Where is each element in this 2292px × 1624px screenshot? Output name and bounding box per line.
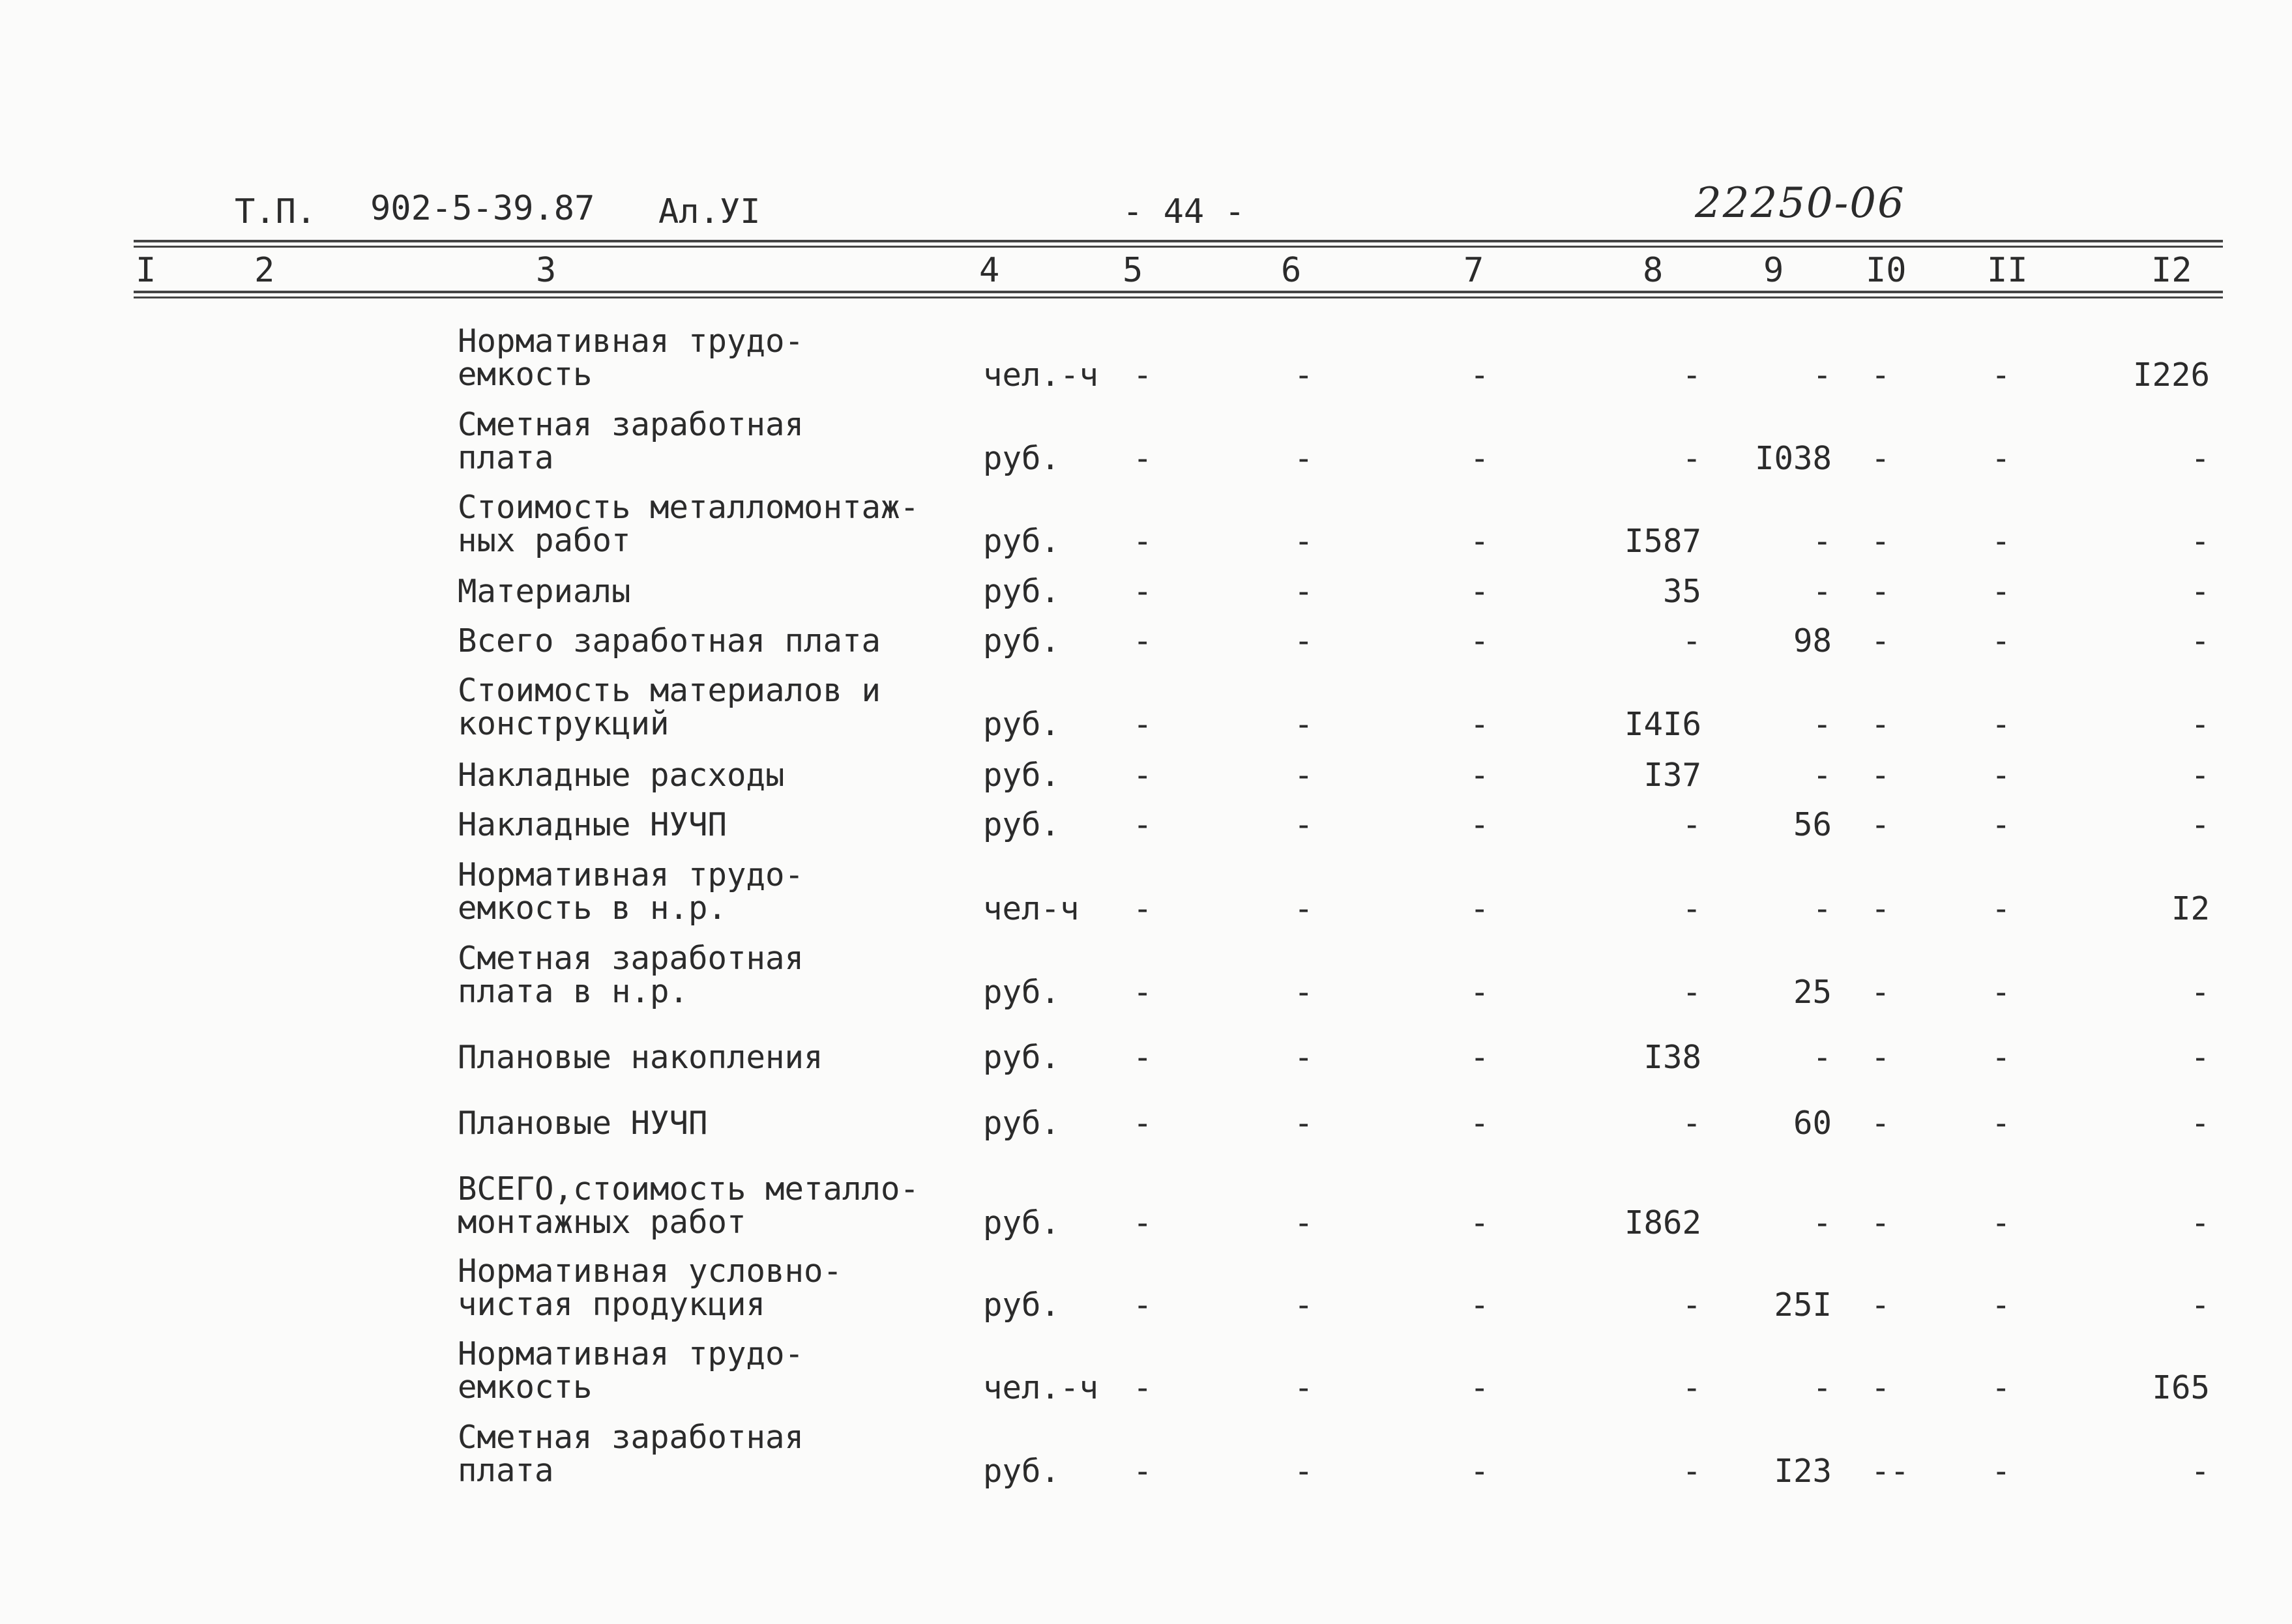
cell-col12: - xyxy=(2190,622,2210,660)
cell-col8: I587 xyxy=(1624,523,1701,560)
cell-col6: - xyxy=(1294,890,1314,927)
cell-col11: - xyxy=(1991,974,2011,1011)
cell-col12: I65 xyxy=(2152,1369,2210,1406)
cell-col11: - xyxy=(1991,573,2011,610)
cell-col10: - xyxy=(1871,806,1890,843)
cell-col11: - xyxy=(1991,622,2011,660)
cell-col12: - xyxy=(2190,1039,2210,1076)
column-number-2: 2 xyxy=(254,251,275,290)
cell-col7: - xyxy=(1470,523,1490,560)
cell-col5: - xyxy=(1133,806,1153,843)
cell-col7: - xyxy=(1470,622,1490,660)
column-number-12: I2 xyxy=(2151,251,2192,290)
row-name: Стоимость материалов и конструкций xyxy=(458,672,881,742)
cell-col7: - xyxy=(1470,1453,1490,1490)
column-number-11: II xyxy=(1987,251,2028,290)
cell-col7: - xyxy=(1470,573,1490,610)
cell-col12: - xyxy=(2190,440,2210,477)
cell-col9: - xyxy=(1812,1369,1832,1406)
row-unit: руб. xyxy=(983,622,1061,660)
cell-col6: - xyxy=(1294,1453,1314,1490)
cell-col8: - xyxy=(1682,1453,1701,1490)
cell-col12: - xyxy=(2190,523,2210,560)
bottom-rule-2 xyxy=(134,297,2223,298)
cell-col8: - xyxy=(1682,1105,1701,1142)
cell-col12: - xyxy=(2190,573,2210,610)
cell-col5: - xyxy=(1133,1286,1153,1324)
cell-col9: 25 xyxy=(1793,974,1832,1011)
cell-col5: - xyxy=(1133,622,1153,660)
row-unit: руб. xyxy=(983,806,1061,843)
cell-col6: - xyxy=(1294,1286,1314,1324)
cell-col9: - xyxy=(1812,890,1832,927)
cell-col12: I2 xyxy=(2171,890,2210,927)
cell-col5: - xyxy=(1133,1369,1153,1406)
cell-col9: - xyxy=(1812,757,1832,794)
cell-col10: - xyxy=(1871,1369,1890,1406)
row-unit: чел.-ч xyxy=(983,1369,1099,1406)
column-number-10: I0 xyxy=(1866,251,1907,290)
cell-col11: - xyxy=(1991,1105,2011,1142)
row-name: ВСЕГО,стоимость металло- монтажных работ xyxy=(458,1170,920,1241)
cell-col10: -- xyxy=(1871,1453,1910,1490)
column-number-1: I xyxy=(136,251,156,290)
cell-col9: - xyxy=(1812,706,1832,743)
cell-col5: - xyxy=(1133,440,1153,477)
cell-col6: - xyxy=(1294,356,1314,394)
row-name: Нормативная трудо- емкость xyxy=(458,323,804,393)
cell-col11: - xyxy=(1991,1453,2011,1490)
row-name: Сметная заработная плата xyxy=(458,1419,804,1489)
cell-col6: - xyxy=(1294,706,1314,743)
cell-col9: I23 xyxy=(1774,1453,1832,1490)
row-name: Сметная заработная плата в н.р. xyxy=(458,940,804,1010)
cell-col6: - xyxy=(1294,974,1314,1011)
cell-col12: - xyxy=(2190,1204,2210,1241)
cell-col7: - xyxy=(1470,1286,1490,1324)
cell-col11: - xyxy=(1991,890,2011,927)
cell-col10: - xyxy=(1871,1105,1890,1142)
row-unit: руб. xyxy=(983,1105,1061,1142)
cell-col8: - xyxy=(1682,974,1701,1011)
cell-col11: - xyxy=(1991,706,2011,743)
row-unit: чел.-ч xyxy=(983,356,1099,394)
cell-col7: - xyxy=(1470,890,1490,927)
cell-col5: - xyxy=(1133,523,1153,560)
column-number-9: 9 xyxy=(1763,251,1784,290)
cell-col9: 60 xyxy=(1793,1105,1832,1142)
cell-col9: 98 xyxy=(1793,622,1832,660)
cell-col12: - xyxy=(2190,1105,2210,1142)
row-unit: руб. xyxy=(983,757,1061,794)
cell-col8: I862 xyxy=(1624,1204,1701,1241)
row-unit: руб. xyxy=(983,1286,1061,1324)
cell-col7: - xyxy=(1470,1204,1490,1241)
cell-col10: - xyxy=(1871,1039,1890,1076)
cell-col8: I4I6 xyxy=(1624,706,1701,743)
cell-col5: - xyxy=(1133,1039,1153,1076)
cell-col8: I37 xyxy=(1643,757,1701,794)
cell-col5: - xyxy=(1133,974,1153,1011)
cell-col10: - xyxy=(1871,356,1890,394)
cell-col8: - xyxy=(1682,440,1701,477)
cell-col5: - xyxy=(1133,573,1153,610)
cell-col9: I038 xyxy=(1754,440,1832,477)
cell-col10: - xyxy=(1871,523,1890,560)
cell-col9: 25I xyxy=(1774,1286,1832,1324)
cell-col11: - xyxy=(1991,757,2011,794)
cell-col7: - xyxy=(1470,974,1490,1011)
cell-col10: - xyxy=(1871,974,1890,1011)
cell-col8: - xyxy=(1682,890,1701,927)
cell-col7: - xyxy=(1470,757,1490,794)
cell-col9: - xyxy=(1812,573,1832,610)
cell-col6: - xyxy=(1294,1204,1314,1241)
cell-col11: - xyxy=(1991,1369,2011,1406)
cell-col5: - xyxy=(1133,356,1153,394)
cell-col6: - xyxy=(1294,757,1314,794)
cell-col5: - xyxy=(1133,1453,1153,1490)
cell-col8: I38 xyxy=(1643,1039,1701,1076)
cell-col11: - xyxy=(1991,1204,2011,1241)
cell-col7: - xyxy=(1470,440,1490,477)
row-unit: руб. xyxy=(983,573,1061,610)
row-unit: руб. xyxy=(983,706,1061,743)
cell-col10: - xyxy=(1871,440,1890,477)
column-number-6: 6 xyxy=(1281,251,1302,290)
row-name: Нормативная трудо- емкость в н.р. xyxy=(458,856,804,927)
cell-col11: - xyxy=(1991,356,2011,394)
cell-col7: - xyxy=(1470,706,1490,743)
column-number-3: 3 xyxy=(536,251,557,290)
cell-col7: - xyxy=(1470,356,1490,394)
row-name: Нормативная трудо- емкость xyxy=(458,1335,804,1406)
column-number-7: 7 xyxy=(1463,251,1484,290)
cell-col6: - xyxy=(1294,573,1314,610)
header-series: Т.П. xyxy=(235,192,317,231)
cell-col6: - xyxy=(1294,1105,1314,1142)
cell-col6: - xyxy=(1294,1369,1314,1406)
bottom-rule-1 xyxy=(134,291,2223,293)
column-number-8: 8 xyxy=(1643,251,1664,290)
row-unit: руб. xyxy=(983,1453,1061,1490)
cell-col8: 35 xyxy=(1662,573,1701,610)
header-doc-code: 22250-06 xyxy=(1695,179,1905,227)
row-name: Накладные НУЧП xyxy=(458,806,727,843)
cell-col8: - xyxy=(1682,1286,1701,1324)
cell-col11: - xyxy=(1991,1039,2011,1076)
cell-col7: - xyxy=(1470,806,1490,843)
column-number-4: 4 xyxy=(979,251,1000,290)
cell-col12: - xyxy=(2190,806,2210,843)
cell-col5: - xyxy=(1133,706,1153,743)
column-number-5: 5 xyxy=(1123,251,1143,290)
cell-col6: - xyxy=(1294,440,1314,477)
row-name: Всего заработная плата xyxy=(458,622,881,660)
header-page-number: - 44 - xyxy=(1123,192,1245,231)
row-unit: руб. xyxy=(983,1204,1061,1241)
cell-col10: - xyxy=(1871,757,1890,794)
top-rule-1 xyxy=(134,240,2223,242)
row-name: Плановые НУЧП xyxy=(458,1105,708,1142)
row-unit: руб. xyxy=(983,440,1061,477)
cell-col9: - xyxy=(1812,1039,1832,1076)
cell-col5: - xyxy=(1133,757,1153,794)
cell-col8: - xyxy=(1682,356,1701,394)
cell-col9: - xyxy=(1812,356,1832,394)
cell-col6: - xyxy=(1294,806,1314,843)
cell-col9: - xyxy=(1812,523,1832,560)
cell-col8: - xyxy=(1682,1369,1701,1406)
top-rule-2 xyxy=(134,246,2223,248)
row-unit: руб. xyxy=(983,974,1061,1011)
cell-col10: - xyxy=(1871,1286,1890,1324)
cell-col12: - xyxy=(2190,1286,2210,1324)
row-unit: руб. xyxy=(983,1039,1061,1076)
row-name: Плановые накопления xyxy=(458,1039,823,1076)
cell-col12: I226 xyxy=(2132,356,2210,394)
cell-col10: - xyxy=(1871,1204,1890,1241)
cell-col7: - xyxy=(1470,1039,1490,1076)
cell-col7: - xyxy=(1470,1105,1490,1142)
cell-col8: - xyxy=(1682,806,1701,843)
cell-col10: - xyxy=(1871,573,1890,610)
row-name: Накладные расходы xyxy=(458,757,785,794)
header-project: 902-5-39.87 xyxy=(370,189,595,228)
cell-col6: - xyxy=(1294,523,1314,560)
cell-col9: 56 xyxy=(1793,806,1832,843)
cell-col9: - xyxy=(1812,1204,1832,1241)
row-unit: чел-ч xyxy=(983,890,1080,927)
cell-col11: - xyxy=(1991,806,2011,843)
cell-col7: - xyxy=(1470,1369,1490,1406)
cell-col5: - xyxy=(1133,1105,1153,1142)
cell-col5: - xyxy=(1133,890,1153,927)
cell-col11: - xyxy=(1991,523,2011,560)
cell-col12: - xyxy=(2190,974,2210,1011)
row-name: Материалы xyxy=(458,573,631,610)
header-album: Ал.УI xyxy=(658,192,761,231)
cell-col11: - xyxy=(1991,1286,2011,1324)
row-name: Нормативная условно- чистая продукция xyxy=(458,1253,843,1323)
cell-col12: - xyxy=(2190,706,2210,743)
row-unit: руб. xyxy=(983,523,1061,560)
cell-col12: - xyxy=(2190,757,2210,794)
cell-col10: - xyxy=(1871,890,1890,927)
cell-col6: - xyxy=(1294,622,1314,660)
row-name: Стоимость металломонтаж- ных работ xyxy=(458,489,920,559)
cell-col10: - xyxy=(1871,706,1890,743)
row-name: Сметная заработная плата xyxy=(458,406,804,476)
cell-col6: - xyxy=(1294,1039,1314,1076)
cell-col12: - xyxy=(2190,1453,2210,1490)
cell-col10: - xyxy=(1871,622,1890,660)
cell-col8: - xyxy=(1682,622,1701,660)
cell-col11: - xyxy=(1991,440,2011,477)
cell-col5: - xyxy=(1133,1204,1153,1241)
